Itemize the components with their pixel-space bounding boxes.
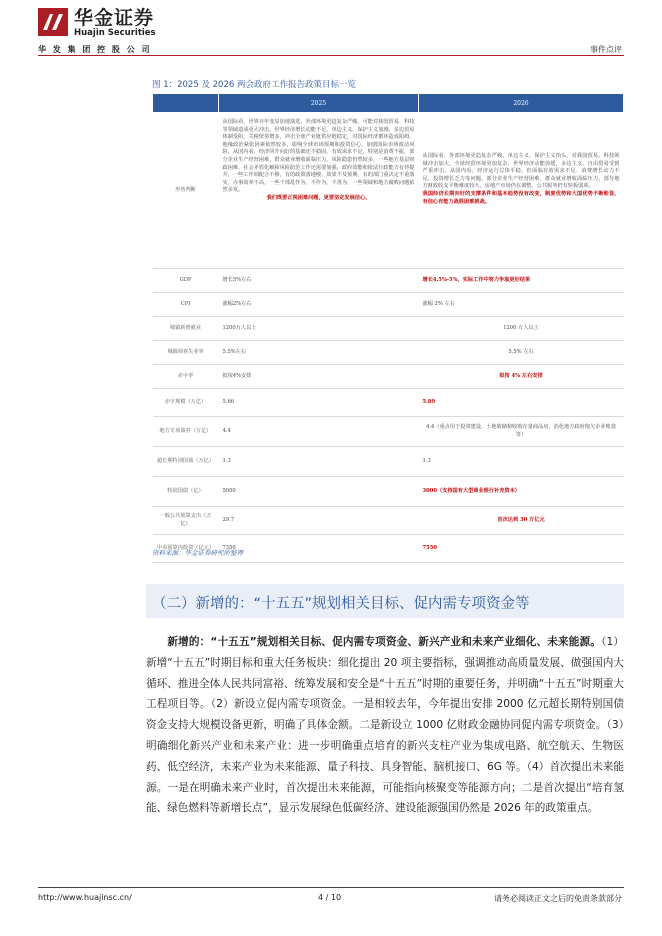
row-label: 一般公共预算支出（万亿） [153, 507, 219, 535]
row-label: GDP [153, 269, 219, 293]
page-number: 4 / 10 [318, 893, 342, 902]
policy-table [152, 93, 623, 563]
paragraph-text: （1）新增“十五五”时期目标和重大任务板块：细化提出 20 项主要指标，强调推动高质量发展、做强国内大循环、推进全体人民共同富裕、统筹发展和安全是“十五五”时期的重要任务，并明确“十五五”时期重大工程项目等。（2）新设立促内需专项资金。一是相较去年，今年提出安排 2000 亿元超长期特别国债资金支持大规模设备更新，明确了具体金额。二是新设立 1000 亿财政金融协同促内需专项资金。（3）明确细化新兴产业和未来产业：进一步明确重点培育的新兴支柱产业为集成电路、航空航天、生物医药、低空经济，未来产业为未来能源、量子科技、具身智能、脑机接口、6G 等。（4）首次提出未来能源。一是在明确未来产业时，首次提出未来能源，可能指向核聚变等能源方向；二是首次提出“培育氢能、绿色燃料等新增长点”，显示发展绿色低碳经济、建设能源强国仍然是 2026 年的政策重点。 [146, 636, 624, 815]
section-title: （二）新增的：“十五五”规划相关目标、促内需专项资金等 [152, 596, 530, 612]
cell-2025: 涨幅2%左右 [219, 293, 419, 317]
footer-disclaimer: 请务必阅读正文之后的免责条款部分 [494, 894, 622, 903]
cell-2026-highlight: 我国经济长期向好的支撑条件和基本趋势没有改变，制度优势和大国优势不断彰显，有信心有能力战胜困难挑战。 [422, 190, 620, 205]
footer-url-link[interactable]: http://www.huajinsc.cn/ [38, 893, 132, 902]
cell-2025-text: 从国际看，世界百年变局加速演进，外部环境更趋复杂严峻，可能对我国贸易、科技等领域造成更大冲击。世界经济增长动能不足，单边主义、保护主义加剧，多边贸易体制受阻，关税壁垒增多，冲击全球产业链供应链稳定，对国际经济循环造成阻碍。地缘政治紧张因素依然较多，影响全球市场预期和投资信心，加剧国际市场波动风险。从国内看，经济回升向好的基础还不稳固，有效需求不足，特别是消费不振，部分企业生产经营困难，群众就业增收面临压力，风险隐患仍然较多，一些地方基层财政困难，社会矛盾化解和风险防范工作还需要加强，政府效能和依法行政能力有待提升，一些工作调配合不够，有的政策落地慢、效果不及预期，有的部门重决定不重落实，办事效率不高。一些干部乱作为、不作为、不善为，一些领域和地方腐败问题依然多发。 [222, 119, 415, 194]
row-label: 超长期特别国债（万亿） [153, 447, 219, 477]
table-row [153, 507, 624, 535]
table-row [153, 417, 624, 447]
paragraph-lead: 新增的：“十五五”规划相关目标、促内需专项资金、新兴产业和未来产业细化、未来能源。 [167, 636, 602, 648]
cell-2026 [419, 113, 624, 269]
footer-divider [38, 887, 624, 888]
brand-name-cn: 华金证券 [74, 7, 155, 29]
cell-2025: 5.5%左右 [219, 341, 419, 365]
page-header [0, 0, 662, 56]
cell-2025: 7350 [219, 535, 419, 563]
table-row [153, 341, 624, 365]
header-2026: 2026 [419, 94, 624, 113]
cell-2026: 5.5% 左右 [419, 341, 624, 365]
figure-source: 资料来源：华金证券研究所整理 [152, 549, 243, 557]
row-label: 城镇调查失业率 [153, 341, 219, 365]
table-row [153, 365, 624, 389]
cell-2026: 1.3 [419, 447, 624, 477]
cell-2026: 5.89 [419, 389, 624, 417]
row-label: 中央预算内投资（亿元） [153, 535, 219, 563]
document-type: 事件点评 [590, 45, 622, 54]
table-row [153, 269, 624, 293]
cell-2026: 拟按 4% 左右安排 [419, 365, 624, 389]
table-header-row [153, 94, 624, 113]
cell-2026: 增长4.5%-5%，实际工作中努力争取更好结果 [419, 269, 624, 293]
cell-2026: 1200 万人以上 [419, 317, 624, 341]
table-row [153, 389, 624, 417]
header-2025: 2025 [219, 94, 419, 113]
table-row [153, 477, 624, 507]
cell-2025: 1.3 [219, 447, 419, 477]
cell-2026: 首次达到 30 万亿元 [419, 507, 624, 535]
row-label: 赤字规模（万亿） [153, 389, 219, 417]
cell-2026-text: 从国际看，外部环境更趋复杂严峻，单边主义、保护主义抬头，对我国贸易、科技领域冲击加大，全球经贸环境更加复杂，世界经济动能放缓，多边主义、自由贸易受到严重冲击。从国内看，经济运行总体平稳，但面临有效需求不足、消费增长动力不足、投资增长乏力等问题，部分企业生产经营困难，群众就业增收面临压力，部分地方财政收支平衡难度较大，房地产市场仍在调整，公共服务仍有短板弱项。 [422, 153, 620, 190]
header-divider [38, 55, 624, 56]
cell-2025: 5000 [219, 477, 419, 507]
figure-title: 图 1：2025 及 2026 两会政府工作报告政策目标一览 [152, 80, 356, 90]
cell-2025-highlight: 我们既要正视困难问题，更要坚定发展信心。 [266, 194, 371, 201]
cell-2026: 7550 [419, 535, 624, 563]
row-label: 特别国债（亿） [153, 477, 219, 507]
table-row [153, 317, 624, 341]
cell-2026: 3000（支持国有大型商业银行补充资本） [419, 477, 624, 507]
cell-2025: 增长5%左右 [219, 269, 419, 293]
cell-2025: 4.4 [219, 417, 419, 447]
cell-2026: 涨幅 2% 左右 [419, 293, 624, 317]
cell-2025: 拟按4%安排 [219, 365, 419, 389]
row-label: 城镇新增就业 [153, 317, 219, 341]
brand-name-en: Huajin Securities [74, 28, 156, 38]
section-heading [146, 584, 624, 618]
table-row [153, 113, 624, 269]
row-label: 地方专项债券（万亿） [153, 417, 219, 447]
header-blank [153, 94, 219, 113]
table-row [153, 293, 624, 317]
body-paragraph [146, 632, 624, 819]
cell-2025: 5.66 [219, 389, 419, 417]
cell-2025 [219, 113, 419, 269]
row-label: 形势判断 [153, 113, 219, 269]
huajin-logo-icon [38, 8, 68, 36]
cell-2025: 29.7 [219, 507, 419, 535]
cell-2025: 1200万人以上 [219, 317, 419, 341]
row-label: 赤字率 [153, 365, 219, 389]
table-row [153, 447, 624, 477]
group-name: 华 发 集 团 控 股 公 司 [38, 45, 152, 54]
row-label: CPI [153, 293, 219, 317]
cell-2026: 4.4（重点用于投资建设、土地收储和收购存量商品房、消化地方政府拖欠企业账款等） [419, 417, 624, 447]
